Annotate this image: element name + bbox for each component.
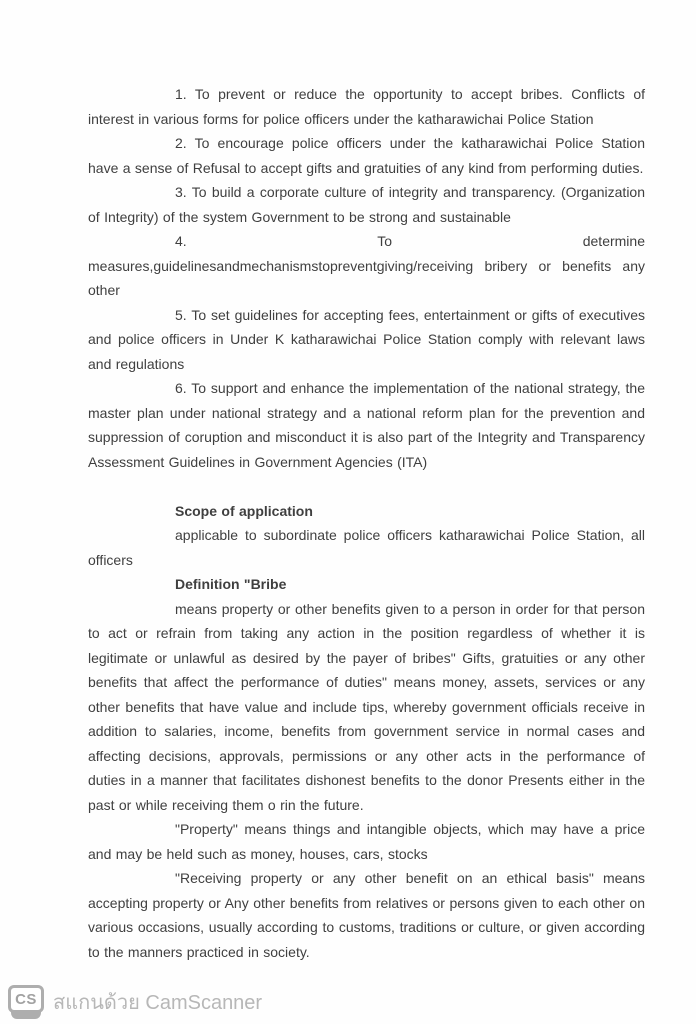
scope-of-application-heading: Scope of application: [175, 502, 313, 519]
camscanner-watermark: [8, 985, 262, 1019]
objective-paragraph-6: 6. To support and enhance the implementation of the national strategy, the master plan under national strategy and a national reform plan for the prevention and suppression of coruption and misconduct it is also part of the Integrity and Transparency Assessment Guidelines in Government Agencies (ITA): [88, 380, 645, 470]
cs-icon-letters: CS: [15, 990, 37, 1008]
camscanner-cs-icon: [8, 985, 44, 1019]
definition-bribe-heading: Definition "Bribe: [175, 576, 287, 592]
objective-paragraph-4: 4. To determine measures,guidelinesandmechanismstopreventgiving/receiving bribery or benefits any other: [88, 233, 645, 298]
definition-paragraph-3: "Receiving property or any other benefit on an ethical basis" means accepting property or Any other benefits from relatives or persons given to each other on various occasions, usually according to customs, traditions or culture, or given according to the manners practiced in society.: [88, 870, 645, 960]
cs-icon-box: [8, 985, 44, 1013]
objective-paragraph-3: 3. To build a corporate culture of integrity and transparency. (Organization of Integrity) of the system Government to be strong and sustainable: [88, 184, 645, 225]
objective-paragraph-5: 5. To set guidelines for accepting fees, entertainment or gifts of executives and police officers in Under K katharawichai Police Station comply with relevant laws and regulations: [88, 306, 645, 372]
camscanner-watermark-text: สแกนด้วย CamScanner: [53, 992, 263, 1014]
definition-paragraph-2: "Property" means things and intangible objects, which may have a price and may be held such as money, houses, cars, stocks: [88, 821, 645, 862]
document-body: [88, 82, 645, 964]
definition-paragraph-1: means property or other benefits given to a person in order for that person to act or refrain from taking any action in the position regardless of whether it is legitimate or unlawful as desired by the payer of bribes" Gifts, gratuities or any other benefits that affect the performance of duties" means money, assets, services or any other benefits that have value and include tips, whereby government officials receive in addition to salaries, income, benefits from government service in normal cases and affecting decisions, approvals, permissions or any other acts in the performance of duties in a manner that facilitates dishonest benefits to the donor Presents either in the past or while receiving them o rin the future.: [88, 600, 645, 813]
scope-of-application-text: applicable to subordinate police officers katharawichai Police Station, all officers: [88, 527, 645, 568]
objective-paragraph-2: 2. To encourage police officers under the katharawichai Police Station have a sense of Refusal to accept gifts and gratuities of any kind from performing duties.: [88, 135, 645, 176]
objective-paragraph-1: 1. To prevent or reduce the opportunity to accept bribes. Conflicts of interest in various forms for police officers under the katharawichai Police Station: [88, 86, 645, 127]
